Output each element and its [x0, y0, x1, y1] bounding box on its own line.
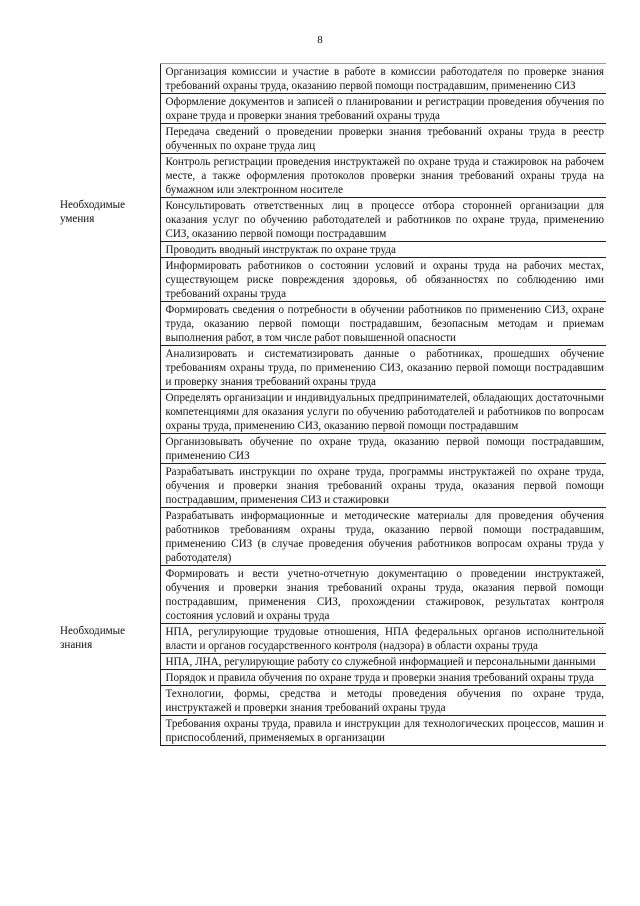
- requirement-cell: Организовывать обучение по охране труда, оказанию первой помощи пострадавшим, применению СИЗ: [160, 434, 606, 464]
- requirement-cell: Определять организации и индивидуальных предпринимателей, обладающих достаточными компетенциями для оказания услуги по обучению работодателей и работников по вопросам охраны труда, применению СИЗ, оказанию первой помощи пострадавшим: [160, 390, 606, 434]
- requirement-cell: Контроль регистрации проведения инструктажей по охране труда и стажировок на рабочем месте, а также оформления протоколов проверки знания требований охраны труда на бумажном или электронном носителе: [160, 154, 606, 198]
- requirement-cell: НПА, регулирующие трудовые отношения, НПА федеральных органов исполнительной власти и органов государственного контроля (надзора) в области охраны труда: [160, 624, 606, 654]
- requirement-cell: Консультировать ответственных лиц в процессе отбора сторонней организации для оказания услуг по обучению работодателей и работников по охране труда, применению СИЗ, оказанию первой помощи пострадавшим: [160, 198, 606, 242]
- requirement-cell: Организация комиссии и участие в работе в комиссии работодателя по проверке знания требований охраны труда, оказанию первой помощи пострадавшим, применению СИЗ: [160, 64, 606, 94]
- requirement-cell: Порядок и правила обучения по охране труда и проверки знания требований охраны труда: [160, 670, 606, 686]
- requirement-cell: Разрабатывать инструкции по охране труда, программы инструктажей по охране труда, обучения и проверки знания требований охраны труда, оказания первой помощи пострадавшим, применения СИЗ и стажировки: [160, 464, 606, 508]
- table-row: [60, 624, 606, 654]
- requirement-cell: НПА, ЛНА, регулирующие работу со служебной информацией и персональными данными: [160, 654, 606, 670]
- section-label: Необходимые умения: [60, 198, 126, 225]
- table-row: [60, 198, 606, 242]
- requirement-cell: Формировать сведения о потребности в обучении работников по применению СИЗ, охране труда, оказанию первой помощи пострадавшим, безопасным методам и приемам выполнения работ, в том числе работ повышенной опасности: [160, 302, 606, 346]
- section-label-cell: [60, 198, 160, 624]
- section-label-cell: [60, 64, 160, 198]
- requirement-cell: Требования охраны труда, правила и инструкции для технологических процессов, машин и приспособлений, применяемых в организации: [160, 716, 606, 746]
- requirement-cell: Разрабатывать информационные и методические материалы для проведения обучения работников требованиям охраны труда, оказанию первой помощи пострадавшим, применению СИЗ (в случае проведения обучения работников вопросам охраны труда у работодателя): [160, 508, 606, 566]
- requirement-cell: Информировать работников о состоянии условий и охраны труда на рабочих местах, существующем риске повреждения здоровья, об обязанностях по соблюдению ими требований охраны труда: [160, 258, 606, 302]
- requirement-cell: Технологии, формы, средства и методы проведения обучения по охране труда, инструктажей и проверки знания требований охраны труда: [160, 686, 606, 716]
- section-label-cell: [60, 624, 160, 746]
- requirement-cell: Анализировать и систематизировать данные о работниках, прошедших обучение требованиям охраны труда, по применению СИЗ, оказанию первой помощи пострадавшим и проверку знания требований охраны труда: [160, 346, 606, 390]
- requirement-cell: Формировать и вести учетно-отчетную документацию о проведении инструктажей, обучения и проверки знания требований охраны труда, оказания первой помощи пострадавшим, применения СИЗ, прохождении стажировок, результатах контроля состояния условий и охраны труда: [160, 566, 606, 624]
- table-row: [60, 64, 606, 94]
- requirement-cell: Оформление документов и записей о планировании и регистрации проведения обучения по охране труда и проверки знания требований охраны труда: [160, 94, 606, 124]
- requirement-cell: Передача сведений о проведении проверки знания требований охраны труда в реестр обученных по охране труда лиц: [160, 124, 606, 154]
- section-label: Необходимые знания: [60, 624, 126, 651]
- competency-table: [60, 63, 606, 746]
- page-number: 8: [317, 34, 323, 46]
- requirement-cell: Проводить вводный инструктаж по охране труда: [160, 242, 606, 258]
- table-body: [60, 64, 606, 746]
